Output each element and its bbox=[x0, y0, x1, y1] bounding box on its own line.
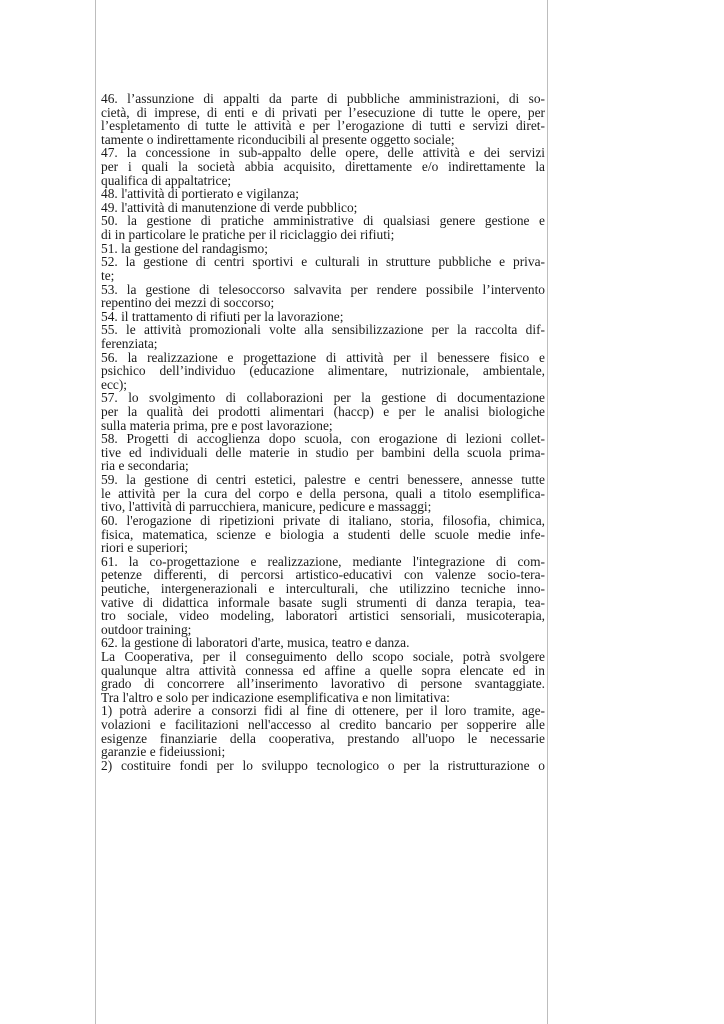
text-line: Tra l'altro e solo per indicazione esemplificativa e non limitativa: bbox=[101, 689, 450, 705]
text-line: psichico dell’individuo (educazione alimentare, nutrizionale, ambientale, bbox=[101, 363, 545, 379]
text-line: 59. la gestione di centri estetici, palestre e centri benessere, annesse tutte bbox=[101, 472, 545, 488]
text-line: qualifica di appaltatrice; bbox=[101, 172, 232, 188]
text-line: ecc); bbox=[101, 376, 128, 392]
text-line: 58. Progetti di accoglienza dopo scuola, con erogazione di lezioni collet- bbox=[101, 431, 545, 447]
text-line: sulla materia prima, pre e post lavorazione; bbox=[101, 417, 333, 433]
text-line: tive ed individuali delle materie in studio per bambini della scuola prima- bbox=[101, 444, 545, 460]
text-line: riori e superiori; bbox=[101, 540, 189, 556]
text-line: 57. lo svolgimento di collaborazioni per la gestione di documentazione bbox=[101, 390, 545, 406]
text-line: tamente o indirettamente riconducibili al presente oggetto sociale; bbox=[101, 131, 455, 147]
text-line: grado di concorrere all’inserimento lavorativo di persone svantaggiate. bbox=[101, 676, 545, 692]
text-line: peutiche, intergenerazionali e interculturali, che utilizzino tecniche inno- bbox=[101, 580, 545, 596]
text-line: qualunque altra attività connessa ed affine a quelle sopra elencate ed in bbox=[101, 662, 545, 678]
text-line: 53. la gestione di telesoccorso salvavita per rendere possibile l’intervento bbox=[101, 281, 545, 297]
text-line: fisica, matematica, scienze e biologia a studenti delle scuole medie infe- bbox=[101, 526, 545, 542]
text-line: tro sociale, video modeling, laboratori artistici sensoriali, musicoterapia, bbox=[101, 608, 545, 624]
text-line: 56. la realizzazione e progettazione di attività per il benessere fisico e bbox=[101, 349, 545, 365]
text-line: per la qualità dei prodotti alimentari (haccp) e per le analisi biologiche bbox=[101, 404, 545, 420]
text-line: 61. la co-progettazione e realizzazione, mediante l'integrazione di com- bbox=[101, 553, 545, 569]
document-body bbox=[101, 92, 545, 772]
text-line: l’espletamento di tutte le attività e per l’erogazione di tutti e servizi diret- bbox=[101, 118, 545, 134]
text-line: 2) costituire fondi per lo sviluppo tecnologico o per la ristrutturazione o bbox=[101, 757, 545, 773]
text-line: repentino dei mezzi di soccorso; bbox=[101, 295, 275, 311]
text-line: La Cooperativa, per il conseguimento dello scopo sociale, potrà svolgere bbox=[101, 648, 545, 664]
text-line: le attività per la cura del corpo e della persona, quali a titolo esemplifica- bbox=[101, 485, 545, 501]
text-line: 46. l’assunzione di appalti da parte di pubbliche amministrazioni, di so- bbox=[101, 91, 545, 106]
text-line: 55. le attività promozionali volte alla sensibilizzazione per la raccolta dif- bbox=[101, 322, 545, 338]
page-right-border bbox=[547, 0, 548, 1024]
text-line: 49. l'attività di manutenzione di verde pubblico; bbox=[101, 199, 358, 215]
text-line: ferenziata; bbox=[101, 335, 158, 351]
text-line: tivo, l'attività di parrucchiera, manicure, pedicure e massaggi; bbox=[101, 499, 432, 515]
text-line: ria e secondaria; bbox=[101, 458, 189, 474]
text-line: 54. il trattamento di rifiuti per la lavorazione; bbox=[101, 308, 344, 324]
text-line: te; bbox=[101, 267, 115, 283]
text-line: cietà, di imprese, di enti e di privati per l’esecuzione di tutte le opere, per bbox=[101, 104, 545, 120]
text-line: 47. la concessione in sub-appalto delle opere, delle attività e dei servizi bbox=[101, 145, 545, 161]
text-line: esigenze finanziarie della cooperativa, prestando all'uopo le necessarie bbox=[101, 730, 545, 746]
text-line: vative di didattica informale basate sugli strumenti di danza terapia, tea- bbox=[101, 594, 545, 610]
text-line: 48. l'attività di portierato e vigilanza; bbox=[101, 186, 300, 202]
text-line: volazioni e facilitazioni nell'accesso al credito bancario per sopperire alle bbox=[101, 717, 545, 733]
text-line: garanzie e fideiussioni; bbox=[101, 744, 226, 760]
text-line: 62. la gestione di laboratori d'arte, musica, teatro e danza. bbox=[101, 635, 410, 651]
text-line: per i quali la società abbia acquisito, direttamente e/o indirettamente la bbox=[101, 159, 545, 175]
page-left-border bbox=[95, 0, 96, 1024]
text-line: 51. la gestione del randagismo; bbox=[101, 240, 268, 256]
text-line: petenze differenti, di percorsi artistico-educativi con valenze socio-tera- bbox=[101, 567, 545, 583]
text-line: 60. l'erogazione di ripetizioni private di italiano, storia, filosofia, chimica, bbox=[101, 512, 545, 528]
text-line: di in particolare le pratiche per il riciclaggio dei rifiuti; bbox=[101, 227, 395, 243]
text-line: 52. la gestione di centri sportivi e culturali in strutture pubbliche e priva- bbox=[101, 254, 545, 270]
text-line: 50. la gestione di pratiche amministrative di qualsiasi genere gestione e bbox=[101, 213, 545, 229]
text-line: outdoor training; bbox=[101, 621, 192, 637]
text-line: 1) potrà aderire a consorzi fidi al fine di ottenere, per il loro tramite, age- bbox=[101, 703, 545, 719]
